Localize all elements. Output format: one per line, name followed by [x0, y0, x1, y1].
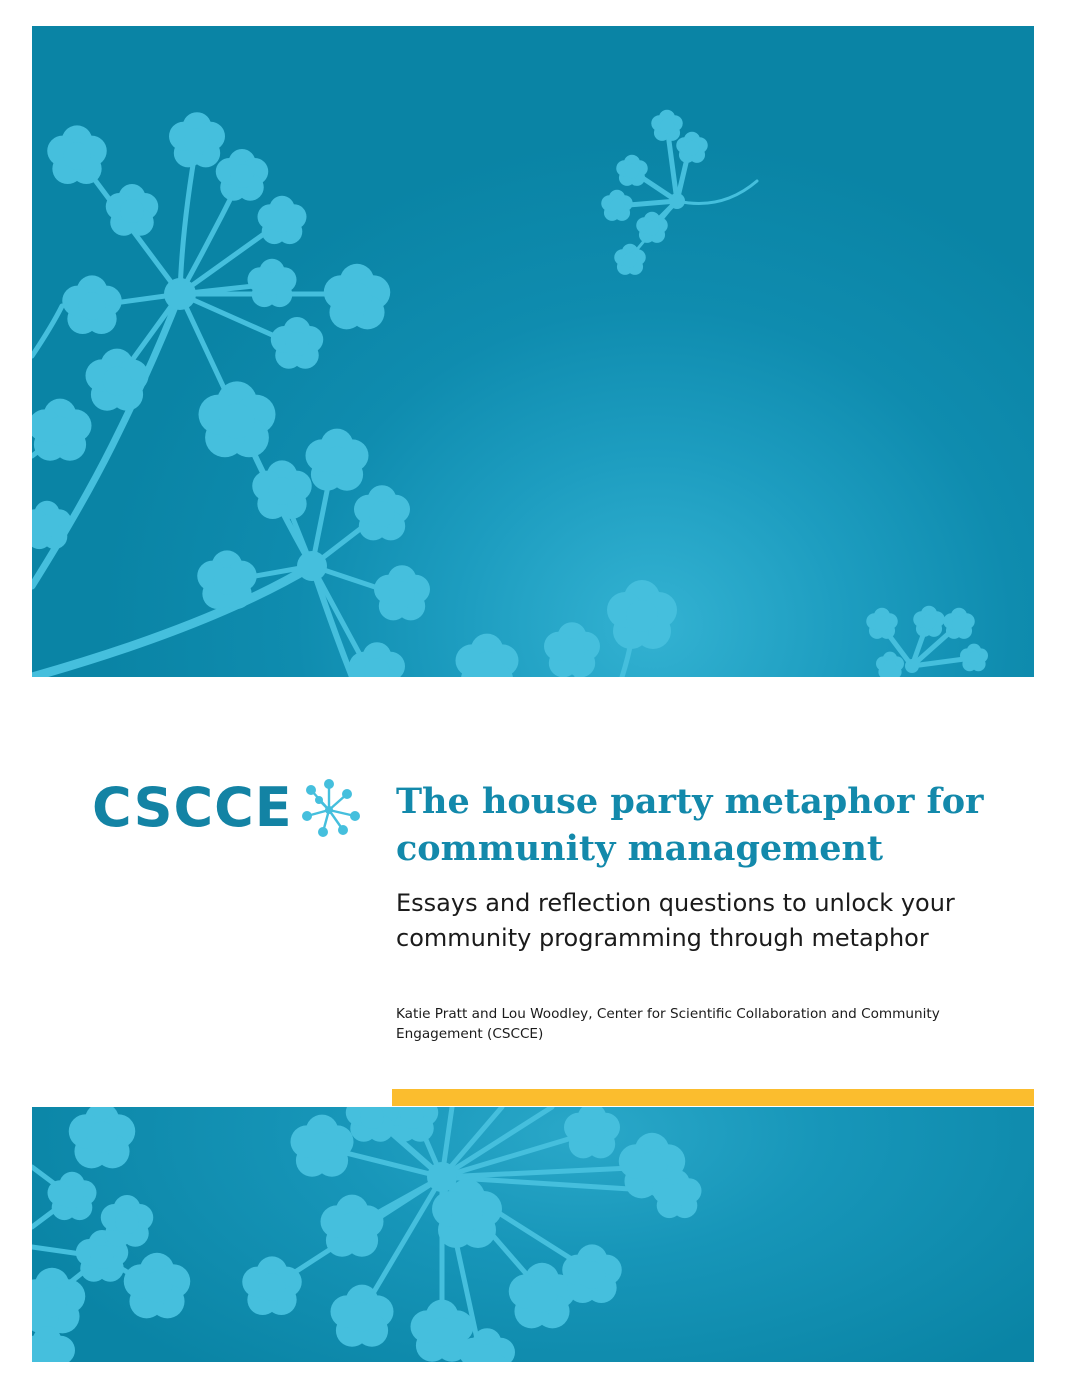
flower-pattern-top — [32, 26, 1034, 677]
flower-icon — [299, 776, 363, 840]
cscce-logo — [92, 776, 363, 840]
accent-bar — [392, 1089, 1034, 1106]
bottom-banner — [32, 1107, 1034, 1362]
document-title: The house party metaphor for community management — [396, 781, 984, 869]
document-subtitle: Essays and reflection questions to unlock your community programming through metaphor — [396, 889, 955, 952]
top-banner — [32, 26, 1034, 677]
document-authors: Katie Pratt and Lou Woodley, Center for Scientific Collaboration and Community Engagement (CSCCE) — [396, 1006, 940, 1042]
logo-wordmark: CSCCE — [92, 776, 293, 839]
flower-pattern-bottom — [32, 1107, 1034, 1362]
